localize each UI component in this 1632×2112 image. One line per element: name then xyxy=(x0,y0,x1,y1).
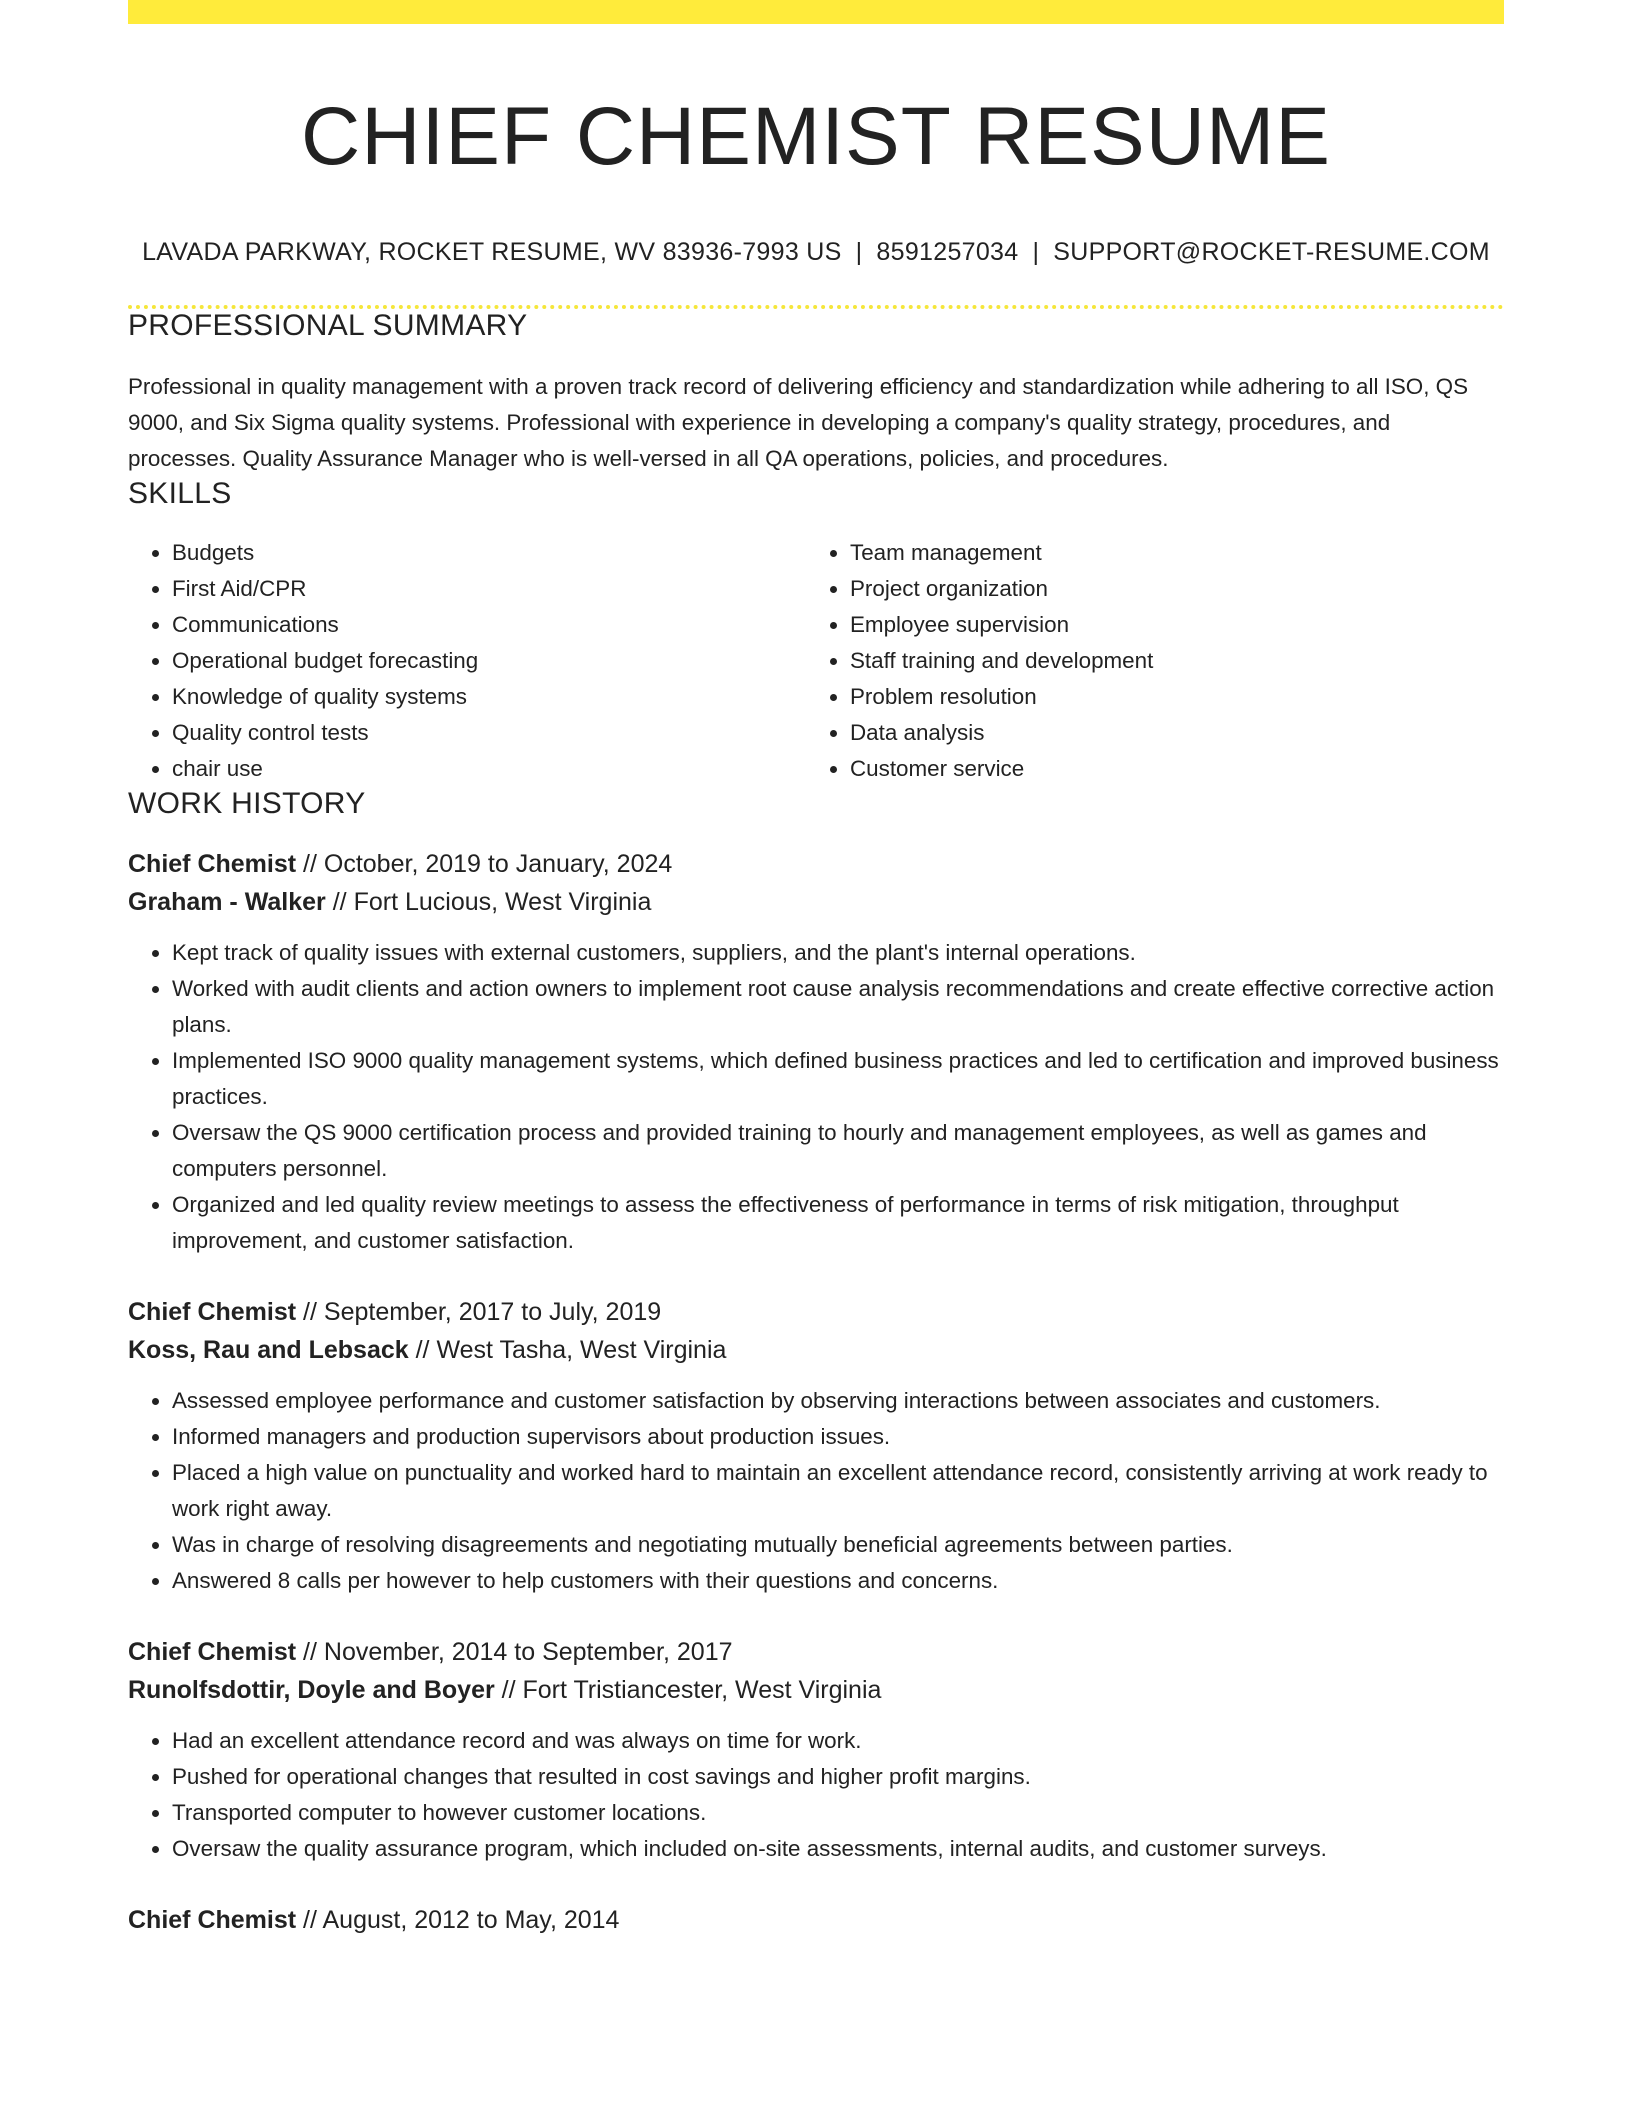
job-title-line xyxy=(128,845,1504,883)
job-location: Fort Lucious, West Virginia xyxy=(353,888,652,917)
job-bullet: • Kept track of quality issues with external customers, suppliers, and the plant's internal operations. xyxy=(172,935,1504,971)
job-company: Graham - Walker xyxy=(128,888,326,917)
skills-column-right xyxy=(804,535,1482,787)
job-bullets xyxy=(128,1723,1504,1867)
skill-item: • First Aid/CPR xyxy=(172,571,804,607)
job-bullet: • Answered 8 calls per however to help customers with their questions and concerns. xyxy=(172,1563,1504,1599)
skill-item: • Customer service xyxy=(850,751,1482,787)
job-separator: // xyxy=(296,1298,324,1327)
job-separator: // xyxy=(325,888,354,917)
job-bullet: • Implemented ISO 9000 quality management systems, which defined business practices and led to certification and improved business practices. xyxy=(172,1043,1504,1115)
job-bullet: • Worked with audit clients and action owners to implement root cause analysis recommendations and create effective corrective action plans. xyxy=(172,971,1504,1043)
job-bullets xyxy=(128,1383,1504,1599)
job-bullet: • Placed a high value on punctuality and worked hard to maintain an excellent attendance record, consistently arriving at work ready to work right away. xyxy=(172,1455,1504,1527)
job-separator: // xyxy=(408,1336,437,1365)
job-location: Fort Tristiancester, West Virginia xyxy=(522,1676,882,1705)
job-title-line xyxy=(128,1633,1504,1671)
skill-item: • Team management xyxy=(850,535,1482,571)
job-bullet: • Transported computer to however customer locations. xyxy=(172,1795,1504,1831)
job-bullet: • Organized and led quality review meetings to assess the effectiveness of performance in terms of risk mitigation, throughput improvement, and customer satisfaction. xyxy=(172,1187,1504,1259)
contact-email: SUPPORT@ROCKET-RESUME.COM xyxy=(1053,238,1490,267)
job-separator: // xyxy=(296,850,324,879)
skills-list xyxy=(128,535,1504,787)
contact-phone: 8591257034 xyxy=(876,238,1019,267)
job-title: Chief Chemist xyxy=(128,1638,297,1667)
job-bullet: • Oversaw the quality assurance program, which included on-site assessments, internal audits, and customer surveys. xyxy=(172,1831,1504,1867)
skill-item: • Data analysis xyxy=(850,715,1482,751)
resume-page xyxy=(128,0,1504,1939)
job-title: Chief Chemist xyxy=(128,850,297,879)
skill-item: • Quality control tests xyxy=(172,715,804,751)
job-location: West Tasha, West Virginia xyxy=(436,1336,727,1365)
job-separator: // xyxy=(296,1906,323,1935)
skill-item: • chair use xyxy=(172,751,804,787)
skills-column-left xyxy=(128,535,804,787)
accent-bar xyxy=(128,0,1504,24)
skill-item: • Employee supervision xyxy=(850,607,1482,643)
job-entry xyxy=(128,1901,1504,1939)
job-company: Koss, Rau and Lebsack xyxy=(128,1336,409,1365)
job-entry xyxy=(128,1293,1504,1599)
job-dates: September, 2017 to July, 2019 xyxy=(323,1298,662,1327)
skill-item: • Operational budget forecasting xyxy=(172,643,804,679)
job-bullets xyxy=(128,935,1504,1259)
skill-item: • Project organization xyxy=(850,571,1482,607)
skill-item: • Problem resolution xyxy=(850,679,1482,715)
job-title: Chief Chemist xyxy=(128,1298,297,1327)
summary-text: Professional in quality management with a proven track record of delivering efficiency and standardization while adhering to all ISO, QS 9000, and Six Sigma quality systems. Professional with experience in developing a company's quality strategy, procedures, and processes. Quality Assurance Manager who is well-versed in all QA operations, policies, and procedures. xyxy=(128,374,1469,472)
contact-separator: | xyxy=(1032,238,1040,267)
job-bullet: • Pushed for operational changes that resulted in cost savings and higher profit margins. xyxy=(172,1759,1504,1795)
job-bullet: • Was in charge of resolving disagreements and negotiating mutually beneficial agreements between parties. xyxy=(172,1527,1504,1563)
job-title: Chief Chemist xyxy=(128,1906,297,1935)
job-title-line xyxy=(128,1293,1504,1331)
work-history-heading: WORK HISTORY xyxy=(128,787,366,821)
job-company-line xyxy=(128,1671,1504,1709)
contact-line xyxy=(128,238,1504,267)
job-entry xyxy=(128,845,1504,1259)
contact-address: LAVADA PARKWAY, ROCKET RESUME, WV 83936-7993 US xyxy=(142,238,842,267)
job-bullet: • Oversaw the QS 9000 certification process and provided training to hourly and management employees, as well as games and computers personnel. xyxy=(172,1115,1504,1187)
page-title: CHIEF CHEMIST RESUME xyxy=(301,91,1331,182)
job-bullet: • Had an excellent attendance record and was always on time for work. xyxy=(172,1723,1504,1759)
job-separator: // xyxy=(494,1676,523,1705)
job-title-line xyxy=(128,1901,1504,1939)
job-dates: August, 2012 to May, 2014 xyxy=(322,1906,620,1935)
job-dates: November, 2014 to September, 2017 xyxy=(323,1638,733,1667)
skill-item: • Budgets xyxy=(172,535,804,571)
job-company-line xyxy=(128,883,1504,921)
job-bullet: • Assessed employee performance and customer satisfaction by observing interactions between associates and customers. xyxy=(172,1383,1504,1419)
job-bullet: • Informed managers and production supervisors about production issues. xyxy=(172,1419,1504,1455)
skill-item: • Knowledge of quality systems xyxy=(172,679,804,715)
skill-item: • Communications xyxy=(172,607,804,643)
skill-item: • Staff training and development xyxy=(850,643,1482,679)
job-entry xyxy=(128,1633,1504,1867)
job-separator: // xyxy=(296,1638,324,1667)
job-company-line xyxy=(128,1331,1504,1369)
skills-heading: SKILLS xyxy=(128,477,232,511)
summary-heading: PROFESSIONAL SUMMARY xyxy=(128,309,528,343)
job-dates: October, 2019 to January, 2024 xyxy=(323,850,673,879)
contact-separator: | xyxy=(855,238,863,267)
job-company: Runolfsdottir, Doyle and Boyer xyxy=(128,1676,495,1705)
